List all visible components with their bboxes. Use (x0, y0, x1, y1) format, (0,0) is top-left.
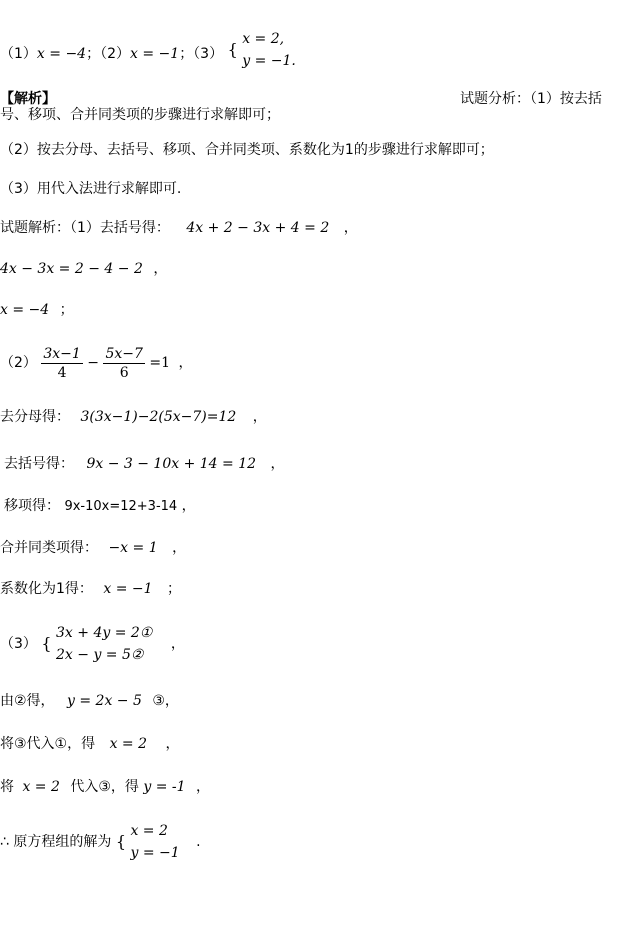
step10-label: （3） (0, 636, 37, 652)
step10-system-rows (56, 622, 152, 666)
step13-equation1: x = 2 (22, 779, 60, 795)
answer-system-rows (242, 28, 296, 72)
solution-step2 (0, 260, 167, 278)
step1-end: ， (343, 220, 358, 236)
step7-end: ， (181, 498, 196, 514)
step13-end: ， (196, 779, 210, 795)
step1-equation: 4x + 2 − 3x + 4 = 2 (186, 220, 330, 236)
step4-minus: − (87, 355, 100, 371)
step4-label: （2） (0, 355, 37, 371)
solution-step6 (4, 455, 284, 473)
step4-fraction1-denominator: 4 (57, 364, 67, 381)
answer-part2-value: x = −1 (130, 46, 180, 62)
analysis-heading: 【解析】 (0, 91, 56, 107)
analysis-line2: 号、移项、合并同类项的步骤进行求解即可； (0, 107, 280, 123)
solution-step8 (0, 539, 186, 557)
step11-tail: ③， (152, 693, 179, 709)
solution-step14 (0, 820, 201, 864)
solution-step10 (0, 622, 185, 666)
step13-mid: 代入③，得 (70, 779, 139, 795)
step14-row2: y = −1 (130, 845, 180, 861)
step5-end: ， (252, 409, 267, 425)
step3-end: ； (59, 302, 74, 318)
step12-label: 将③代入①，得 (0, 736, 96, 752)
step4-fraction2-denominator: 6 (119, 364, 129, 381)
solution-step9 (0, 580, 181, 598)
analysis-right-text: 试题分析：（1）按去括 (460, 91, 602, 107)
step1-label: 试题解析：（1）去括号得： (0, 220, 170, 236)
step8-label: 合并同类项得： (0, 540, 98, 556)
answer-part1-label: （1） (0, 46, 37, 62)
step6-equation: 9x − 3 − 10x + 14 = 12 (86, 456, 257, 472)
analysis-line4: （3）用代入法进行求解即可. (0, 181, 182, 197)
step11-label: 由②得， (0, 693, 55, 709)
step8-end: ， (172, 540, 187, 556)
answer-system-row2: y = −1. (242, 53, 296, 69)
step10-row2: 2x − y = 5② (56, 647, 144, 663)
solution-step11 (0, 692, 179, 710)
solution-step7 (4, 497, 196, 516)
answer-sep1: ；（2） (86, 46, 131, 62)
solution-step1 (0, 219, 358, 237)
step14-end: . (196, 834, 201, 850)
solution-step3 (0, 301, 74, 319)
solution-step12 (0, 735, 179, 753)
answer-system-row1: x = 2, (242, 31, 285, 47)
solution-step4 (0, 343, 192, 383)
answer-brace: { (227, 40, 238, 59)
step4-end: ， (178, 355, 193, 371)
step6-label: 去括号得： (4, 456, 74, 472)
step4-fraction1-numerator: 3x−1 (43, 345, 81, 362)
step12-end: ， (165, 736, 180, 752)
solution-step5 (0, 408, 267, 426)
analysis-line3: （2）按去分母、去括号、移项、合并同类项、系数化为1的步骤进行求解即可； (0, 142, 494, 158)
answer-sep2: ；（3） (179, 46, 224, 62)
answer-system (228, 28, 296, 72)
step8-equation: −x = 1 (108, 540, 158, 556)
step5-label: 去分母得： (0, 409, 70, 425)
step14-system-rows (130, 820, 179, 864)
step14-row1: x = 2 (130, 823, 168, 839)
step6-end: ， (270, 456, 285, 472)
step10-end: ， (170, 636, 185, 652)
step5-equation: 3(3x−1)−2(5x−7)=12 (80, 409, 237, 425)
step4-fraction2-numerator: 5x−7 (105, 345, 143, 362)
step10-brace: { (41, 634, 52, 653)
step2-end: ， (153, 261, 168, 277)
step13-equation2: y = -1 (143, 779, 186, 795)
step12-equation: x = 2 (109, 736, 147, 752)
step4-rhs: =1 (149, 355, 171, 371)
step4-fraction2 (103, 345, 144, 382)
step13-label: 将 (0, 779, 14, 795)
answer-line (0, 32, 296, 76)
step10-row1: 3x + 4y = 2① (56, 625, 153, 641)
step9-equation: x = −1 (103, 581, 153, 597)
step2-equation: 4x − 3x = 2 − 4 − 2 (0, 261, 143, 277)
solution-step13 (0, 778, 210, 796)
step3-equation: x = −4 (0, 302, 50, 318)
step4-fraction1 (41, 345, 82, 382)
step9-end: ； (167, 581, 181, 597)
answer-part1-value: x = −4 (36, 46, 87, 62)
step7-label: 移项得： (4, 498, 60, 514)
step7-equation: 9x-10x=12+3-14 (64, 499, 178, 514)
step11-equation: y = 2x − 5 (67, 693, 142, 709)
step14-label: ∴ 原方程组的解为 (0, 834, 112, 850)
step9-label: 系数化为1得： (0, 581, 93, 597)
step14-brace: { (115, 832, 126, 851)
